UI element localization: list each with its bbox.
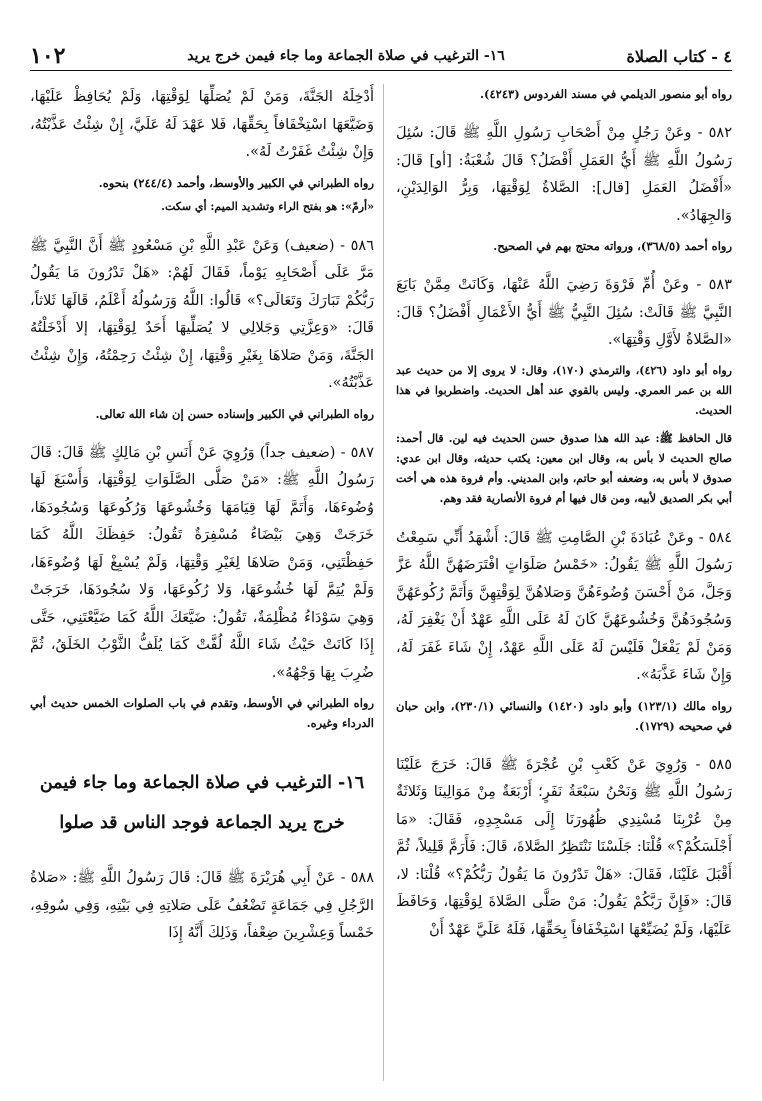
hadith-583: ٥٨٣ - وعَنْ أُمِّ فَرْوَةَ رَضِيَ اللَّهُ عَنْهَا، وَكَانَتْ مِمَّنْ بَايَعَ النَّبِيَّ ﷺ قَالَتْ: سُئِلَ النَّبِيُّ ﷺ أَيُّ الأَعْمَالِ أَفْضَلُ؟ قَالَ: «الصَّلاةُ لأَوَّلِ وَقْتِهَا». [396,277,732,348]
source-reference: رواه أبو منصور الديلمي في مسند الفردوس (٤٢٤٣). [480,87,732,101]
source-reference-584: رواه مالك (١٢٣/١) وأبو داود (١٤٢٠) والنسائي (٢٣٠/١)، وابن حبان في صحيحه (١٧٢٩). [396,698,732,733]
source-reference-585: رواه الطبراني في الكبير والأوسط، وأحمد (٢٤٤/٤) بنحوه. [98,175,374,190]
hadith-585: ٥٨٥ - وَرُوِيَ عَنْ كَعْبِ بْنِ عُجْرَةَ ﷺ قَالَ: خَرَجَ عَلَيْنَا رَسُولُ اللَّهِ ﷺ وَنَحْنُ سَبْعَةُ نَفَرٍ؛ أَرْبَعَةٌ مِنْ مَوَالِينَا وَثَلاثَةٌ مِنْ عُرْبِنَا مُسْنِدِي ظُهُورَنَا إِلَى مَسْجِدِهِ، فَقَالَ: «مَا أَجْلَسَكُمْ؟» قُلْنَا: جَلَسْنَا نَنْتَظِرُ الصَّلاةَ، قَالَ: فَأَرَمَّ قَلِيلاً، ثُمَّ أَقْبَلَ عَلَيْنَا، فَقَالَ: «هَلْ تَدْرُونَ مَا يَقُولُ رَبُّكُمْ؟» قُلْنَا: لا، قَالَ: «فَإِنَّ رَبَّكُمْ يَقُولُ: مَنْ صَلَّى الصَّلاةَ لِوَقْتِهَا، وَحَافَظَ عَلَيْهَا، وَلَمْ يُضَيِّعْهَا اسْتِخْفَافاً بِحَقِّهَا، فَلَهُ عَلَيَّ عَهْدٌ أَنْ [396,756,732,938]
source-reference-586: رواه الطبراني في الكبير وإسناده حسن إن شاء الله تعالى. [95,406,374,421]
page-header [30,42,732,71]
hadith-585-continued: أُدْخِلَهُ الجَنَّةَ، وَمَنْ لَمْ يُصَلِّهَا لِوَقْتِهَا، وَلَمْ يُحَافِظْ عَلَيْهَا، وَضَيَّعَهَا اسْتِخْفَافاً بِحَقِّهَا، فَلا عَهْدَ لَهُ عَلَيَّ، إِنْ شِئْتُ عَذَّبْتُهُ، وَإِنْ شِئْتُ غَفَرْتُ لَهُ». [30,89,374,160]
right-column [396,84,732,1081]
hadith-587: ٥٨٧ - (ضعيف جداً) وَرُوِيَ عَنْ أَنَسِ بْنِ مَالِكٍ ﷺ قَالَ: قَالَ رَسُولُ اللَّهِ ﷺ: «مَنْ صَلَّى الصَّلَوَاتِ لِوَقْتِهَا، وَأَسْبَغَ لَهَا وُضُوءَهَا، وَأَتَمَّ لَهَا قِيَامَهَا وَخُشُوعَهَا وَرُكُوعَهَا وَسُجُودَهَا، خَرَجَتْ وَهِيَ بَيْضَاءُ مُسْفِرَةٌ تَقُولُ: حَفِظَكَ اللَّهُ كَمَا حَفِظْتَنِي، وَمَنْ صَلاهَا لِغَيْرِ وَقْتِهَا، وَلَمْ يُسْبِغْ لَهَا وُضُوءَهَا، وَلَمْ يُتِمَّ لَهَا خُشُوعَهَا، وَلا رُكُوعَهَا، وَلا سُجُودَهَا، خَرَجَتْ وَهِيَ سَوْدَاءُ مُظْلِمَةٌ، تَقُولُ: ضَيَّعَكَ اللَّهُ كَمَا ضَيَّعْتَنِي، حَتَّى إِذَا كَانَتْ حَيْثُ شَاءَ اللَّهُ لُفَّتْ كَمَا يُلَفُّ الثَّوْبُ الخَلَقُ، ثُمَّ ضُرِبَ بِهَا وَجْهُهُ». [30,444,374,681]
source-reference-582: رواه أحمد (٣٦٨/٥)، ورواته محتج بهم في الصحيح. [493,239,732,253]
hadith-586: ٥٨٦ - (ضعيف) وَعَنْ عَبْدِ اللَّهِ بْنِ مَسْعُودٍ ﷺ أَنَّ النَّبِيَّ ﷺ مَرَّ عَلَى أَصْحَابِهِ يَوْماً، فَقَالَ لَهُمْ: «هَلْ تَدْرُونَ مَا يَقُولُ رَبُّكُمْ تَبَارَكَ وَتَعَالَى؟» قَالُوا: اللَّهُ وَرَسُولُهُ أَعْلَمُ، قَالَهَا ثَلاثاً، قَالَ: «وَعِزَّتِي وَجَلالِي لا يُصَلِّيهَا أَحَدٌ لِوَقْتِهَا، إلا أَدْخَلْتُهُ الجَنَّةَ، وَمَنْ صَلاهَا بِغَيْرِ وَقْتِهَا، إِنْ شِئْتُ رَحِمْتُهُ، وَإِنْ شِئْتُ عَذَّبْتُهُ». [30,237,374,391]
column-divider [383,84,384,1081]
book-chapter-label: ٤ - كتاب الصلاة [626,46,732,66]
source-reference-583: رواه أبو داود (٤٢٦)، والترمذي (١٧٠)، وقال: لا يروى إلا من حديث عبد الله بن عمر العمري. وليس بالقوي عند أهل الحديث. واضطربوا في هذا الحديث. [396,363,732,417]
scholar-note-583: قال الحافظ ﷺ: عبد الله هذا صدوق حسن الحديث فيه لين. قال أحمد: صالح الحديث لا بأس به، وقال ابن معين: يكتب حديثه، وقال ابن عدي: صدوق لا بأس به، وضعفه أبو حاتم، وابن المديني. وأم فروة هذه هي أخت أبي بكر الصديق لأبيه، ومن قال فيها أم فروة الأنصارية فقد وهم. [396,431,732,505]
running-section-title: ١٦- الترغيب في صلاة الجماعة وما جاء فيمن خرج يريد [187,48,505,64]
page-number: ١٠٢ [30,43,66,69]
source-reference-587: رواه الطبراني في الأوسط، وتقدم في باب الصلوات الخمس حديث أبي الدرداء وغيره. [30,696,374,730]
hadith-588: ٥٨٨ - عَنْ أَبِي هُرَيْرَةَ ﷺ قَالَ: قَالَ رَسُولُ اللَّهِ ﷺ: «صَلاةُ الرَّجُلِ فِي جَمَاعَةٍ تَضْعُفُ عَلَى صَلاتِهِ فِي بَيْتِهِ، وَفِي سُوقِهِ، خَمْساً وَعِشْرِينَ ضِعْفاً، وَذَلِكَ أَنَّهُ إِذَا [30,870,374,941]
hadith-584: ٥٨٤ - وعَنْ عُبَادَةَ بْنِ الصَّامِتِ ﷺ قَالَ: أَشْهَدُ أَنِّي سَمِعْتُ رَسُولَ اللَّهِ ﷺ يَقُولُ: «خَمْسُ صَلَوَاتٍ افْتَرَضَهُنَّ اللَّهُ عَزَّ وَجَلَّ، مَنْ أَحْسَنَ وُضُوءَهُنَّ وَصَلاهُنَّ لِوَقْتِهِنَّ وَأَتَمَّ رُكُوعَهُنَّ وَسُجُودَهُنَّ وَخُشُوعَهُنَّ كَانَ لَهُ عَلَى اللَّهِ عَهْدٌ أَنْ يَغْفِرَ لَهُ، وَمَنْ لَمْ يَفْعَلْ فَلَيْسَ لَهُ عَلَى اللَّهِ عَهْدٌ، إِنْ شَاءَ غَفَرَ لَهُ، وَإِنْ شَاءَ عَذَّبَهُ». [396,529,732,683]
chapter-heading: ١٦- الترغيب في صلاة الجماعة وما جاء فيمن خرج يريد الجماعة فوجد الناس قد صلوا [39,773,365,833]
hadith-582: ٥٨٢ - وعَنْ رَجُلٍ مِنْ أَصْحَابِ رَسُولِ اللَّهِ ﷺ قَالَ: سُئِلَ رَسُولُ اللَّهِ ﷺ أَيُّ العَمَلِ أَفْضَلُ؟ قَالَ شُعْبَةُ: [أو] قَالَ: «أَفْضَلُ العَمَلِ [قال]: الصَّلاةُ لِوَقْتِهَا، وَبِرُّ الوَالِدَيْنِ، وَالجِهَادُ». [396,125,732,224]
left-column [30,84,374,1081]
word-note-585: «أرمّ»: هو بفتح الراء وتشديد الميم: أي سكت. [161,199,374,213]
